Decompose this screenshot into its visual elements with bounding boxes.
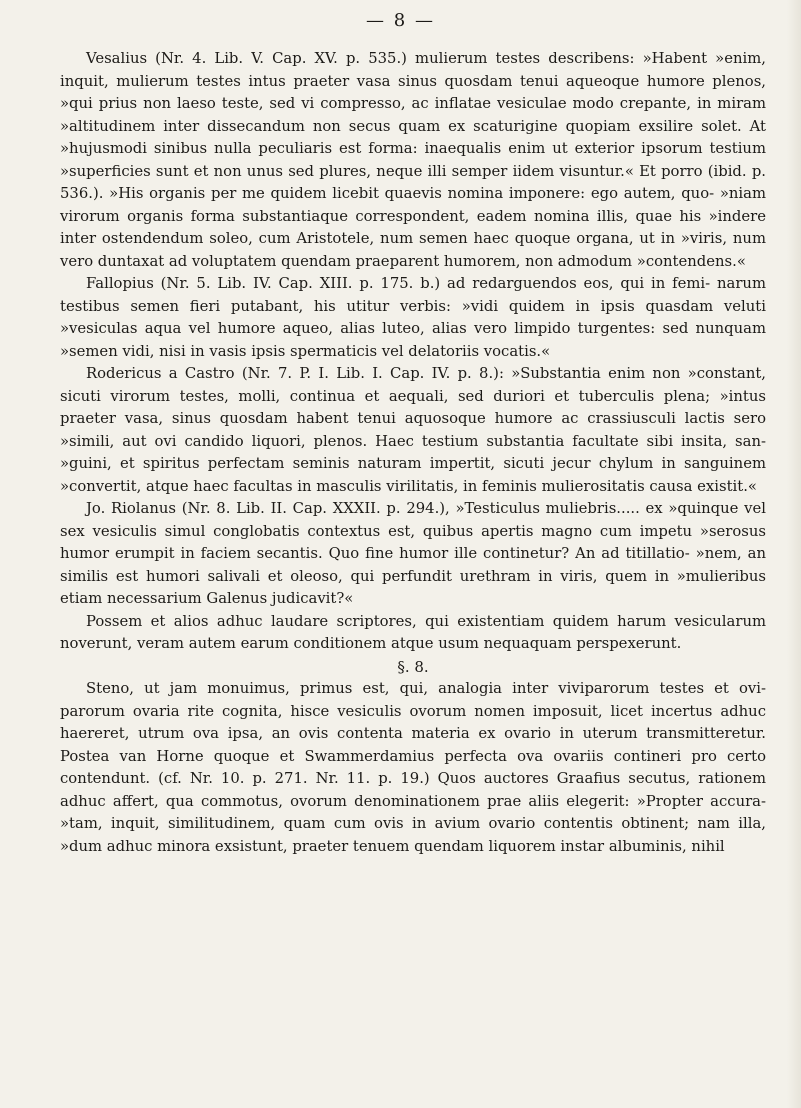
paragraph-rodericus: Rodericus a Castro (Nr. 7. P. I. Lib. I. Cap. IV. p. 8.): »Substantia enim non »constant, sicuti virorum testes, molli, continua et aequali, sed duriori et tuberculis plena; »intus praeter vasa, sinus quosdam habent tenui aquosoque humore ac crassiusculi lactis sero »simili, aut ovi candido liquori, plenos. Haec testium substantia facultate sibi insita, san- »guini, et spiritus perfectam seminis naturam impertit, sicuti jecur chylum in sanguinem »convertit, atque haec facultas in masculis virilitatis, in feminis mulierositatis causa existit.« <box>60 365 766 495</box>
paragraph-other-authors: Possem et alios adhuc laudare scriptores, qui existentiam quidem harum vesicularum noverunt, veram autem earum conditionem atque usum nequaquam perspexerunt. <box>60 612 766 652</box>
paragraph-steno: Steno, ut jam monuimus, primus est, qui, analogia inter viviparorum testes et ovi- parorum ovaria rite cognita, hisce vesiculis ovorum nomen imposuit, licet incertus adhuc haereret, utrum ova ipsa, an ovis contenta materia ex ovario in uterum transmitteretur. Postea van Horne quoque et Swammerdamius perfecta ova ovariis contineri pro certo contendunt. (cf. Nr. 10. p. 271. Nr. 11. p. 19.) Quos auctores Graafius secutus, rationem adhuc affert, qua commotus, ovorum denominationem prae aliis elegerit: »Propter accura- »tam, inquit, similitudinem, quam cum ovis in avium ovario contentis obtinent; nam illa, »dum adhuc minora exsistunt, praeter tenuem quendam liquorem instar albuminis, nihil <box>60 680 766 855</box>
main-text <box>60 48 766 858</box>
paragraph-vesalius: Vesalius (Nr. 4. Lib. V. Cap. XV. p. 535.) mulierum testes describens: »Habent »enim, inquit, mulierum testes intus praeter vasa sinus quosdam tenui aqueoque humore plenos, »qui prius non laeso teste, sed vi compresso, ac inflatae vesiculae modo crepante, in miram »altitudinem inter dissecandum non secus quam ex scaturigine quopiam exsilire solet. At »hujusmodi sinibus nulla peculiaris est forma: inaequalis enim ut exterior ipsorum testium »superficies sunt et non unus sed plures, neque illi semper iidem visuntur.« Et porro (ibid. p. 536.). »His organis per me quidem licebit quaevis nomina imponere: ego autem, quo- »niam virorum organis forma substantiaque correspondent, eadem nomina illis, quae his »indere inter ostendendum soleo, cum Aristotele, num semen haec quoque organa, ut in »viris, num vero duntaxat ad voluptatem quendam praeparent humorem, non admodum »contendens.« <box>60 50 766 270</box>
section-heading: §. 8. <box>397 657 429 676</box>
page-edge <box>787 0 801 1108</box>
paragraph-fallopius: Fallopius (Nr. 5. Lib. IV. Cap. XIII. p. 175. b.) ad redarguendos eos, qui in femi- narum testibus semen fieri putabant, his utitur verbis: »vidi quidem in ipsis quasdam veluti »vesiculas aqua vel humore aqueo, alias luteo, alias vero limpido turgentes: sed nunquam »semen vidi, nisi in vasis ipsis spermaticis vel delatoriis vocatis.« <box>60 275 766 360</box>
paragraph-riolanus: Jo. Riolanus (Nr. 8. Lib. II. Cap. XXXII. p. 294.), »Testiculus muliebris..... ex »quinque vel sex vesiculis simul conglobatis contextus est, quibus apertis magno cum impetu »serosus humor erumpit in faciem secantis. Quo fine humor ille continetur? An ad titillatio- »nem, an similis est humori salivali et oleoso, qui perfundit urethram in viris, quem in »mulieribus etiam necessarium Galenus judicavit?« <box>60 500 766 607</box>
page-number: — 8 — <box>366 10 435 31</box>
